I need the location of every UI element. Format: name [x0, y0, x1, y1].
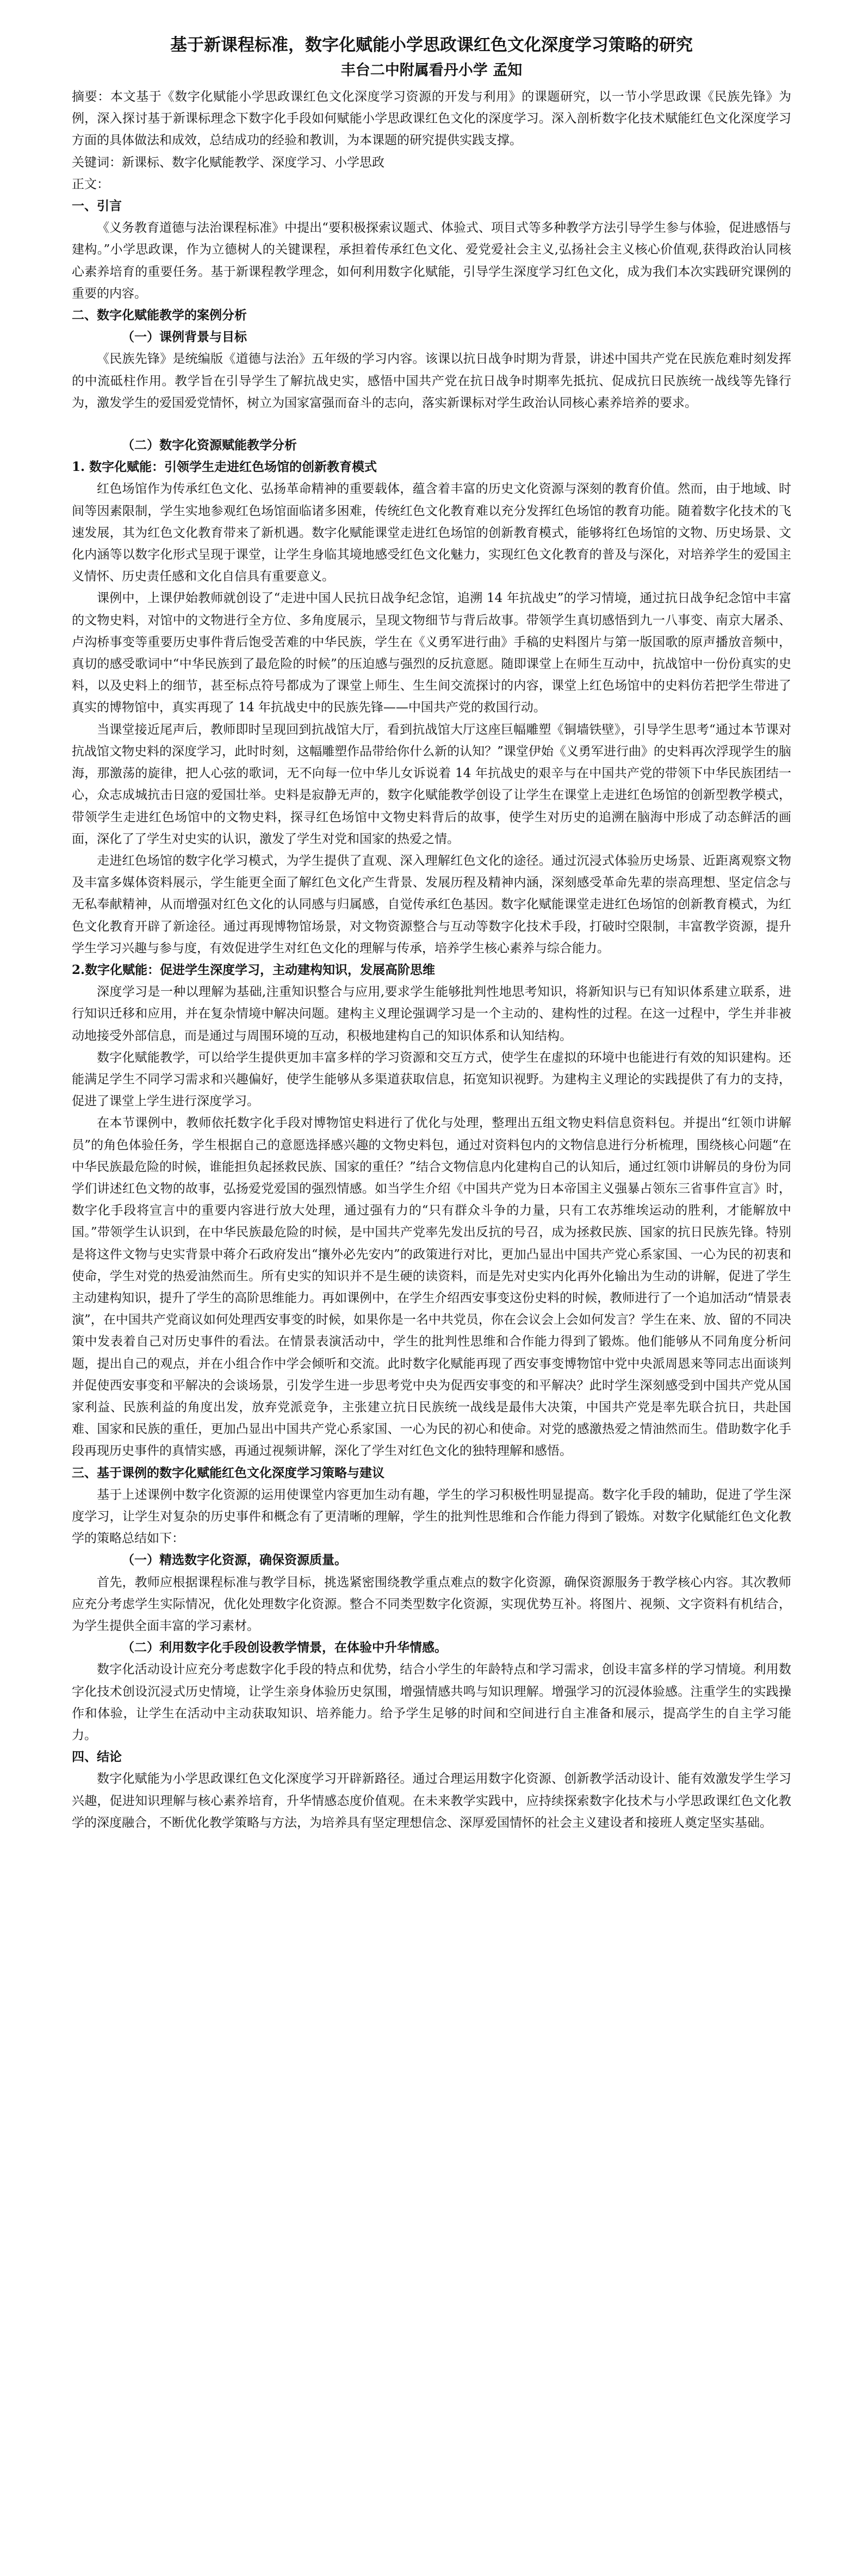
body-paragraph: 首先，教师应根据课程标准与教学目标，挑选紧密围绕教学重点难点的数字化资源，确保资源服务于教学核心内容。其次教师应充分考虑学生实际情况，优化处理数字化资源。整合不同类型数字化资源，实现优势互补。将图片、视频、文字资料有机结合，为学生提供全面丰富的学习素材。: [72, 1575, 791, 1634]
section-heading: 一、引言: [72, 198, 122, 214]
subsection-heading: （二）利用数字化手段创设教学情景，在体验中升华情感。: [122, 1640, 447, 1655]
body-paragraph: 走进红色场馆的数字化学习模式，为学生提供了直观、深入理解红色文化的途径。通过沉浸式体验历史场景、近距离观察文物及丰富多媒体资料展示，学生能更全面了解红色文化产生背景、发展历程及精神内涵，深刻感受革命先辈的崇高理想、坚定信念与无私奉献精神，从而增强对红色文化的认同感与归属感，自觉传承红色基因。数字化赋能课堂走进红色场馆的创新教育模式，为红色文化教育开辟了新途径。通过再现博物馆场景，对文物资源整合与互动等数字化技术手段，打破时空限制，丰富教学资源，提升学生学习兴趣与参与度，有效促进学生对红色文化的理解与传承，培养学生核心素养与综合能力。: [72, 853, 791, 955]
body-paragraph: 数字化活动设计应充分考虑数字化手段的特点和优势，结合小学生的年龄特点和学习需求，创设丰富多样的学习情境。利用数字化技术创设沉浸式历史情境，让学生亲身体验历史氛围，增强情感共鸣与知识理解。增强学习的沉浸体验感。注重学生的实践操作和体验，让学生在活动中主动获取知识、培养能力。给予学生足够的时间和空间进行自主准备和展示，提高学生的自主学习能力。: [72, 1662, 791, 1743]
spacer: [72, 414, 791, 434]
body-paragraph: 红色场馆作为传承红色文化、弘扬革命精神的重要载体，蕴含着丰富的历史文化资源与深刻的教育价值。然而，由于地域、时间等因素限制，学生实地参观红色场馆面临诸多困难，传统红色文化教育难以充分发挥红色场馆的教育功能。随着数字化技术的飞速发展，其为红色文化教育带来了新机遇。数字化赋能课堂走进红色场馆的创新教育模式，能够将红色场馆的文物、历史场景、文化内涵等以数字化形式呈现于课堂，让学生身临其境地感受红色文化魅力，实现红色文化教育的普及与深化，对培养学生的爱国主义情怀、历史责任感和文化自信具有重要意义。: [72, 482, 791, 584]
keywords: 关键词：新课标、数字化赋能教学、深度学习、小学思政: [72, 155, 384, 170]
subsubsection-heading: 2.数字化赋能：促进学生深度学习，主动建构知识，发展高阶思维: [72, 962, 436, 977]
body-paragraph: 在本节课例中，教师依托数字化手段对博物馆史料进行了优化与处理，整理出五组文物史料信息资料包。并提出“红领巾讲解员”的角色体验任务，学生根据自己的意愿选择感兴趣的文物史料包，通过对资料包内的文物信息进行分析梳理，围绕核心问题“在中华民族最危险的时候，谁能担负起拯救民族、国家的重任？”结合文物信息内化建构自己的认知后，通过红领巾讲解员的身份为同学们讲述红色文物的故事，弘扬爱党爱国的强烈情感。如当学生介绍《中国共产党为日本帝国主义强暴占领东三省事件宣言》时，数字化手段将宣言中的重要内容进行放大处理，通过强有力的“只有群众斗争的力量，只有工农苏维埃运动的胜利，才能解放中国。”带领学生认识到，在中华民族最危险的时候，是中国共产党率先发出反抗的号召，成为拯救民族、国家的抗日民族先锋。特别是将这件文物与史实背景中蒋介石政府发出“攘外必先安内”的政策进行对比，更加凸显出中国共产党心系家国、一心为民的初衷和使命，学生对党的热爱油然而生。所有史实的知识并不是生硬的读资料，而是先对史实内化再外化输出为生动的讲解，促进了学生主动建构知识，提升了学生的高阶思维能力。再如课例中，在学生介绍西安事变这份史料的时候，教师进行了一个追加活动“情景表演”，在中国共产党商议如何处理西安事变的时候，如果你是一名中共党员，你在会议会上会如何发言？学生在来、放、留的不同决策中发表着自己对历史事件的看法。在情景表演活动中，学生的批判性思维和合作能力得到了锻炼。他们能够从不同角度分析问题，提出自己的观点，并在小组合作中学会倾听和交流。此时数字化赋能再现了西安事变博物馆中党中央派周恩来等同志出面谈判并促使西安事变和平解决的会谈场景，引发学生进一步思考党中央为促西安事变的和平解决？此时学生深刻感受到中国共产党从国家利益、民族利益的角度出发，放弃党派竞争，主张建立抗日民族统一战线是最伟大决策，中国共产党是率先联合抗日，共赴国难、国家和民族的重任，更加凸显出中国共产党心系家国、一心为民的初心和使命。对党的感激热爱之情油然而生。借助数字化手段再现历史事件的真情实感，再通过视频讲解，深化了学生对红色文化的独特理解和感悟。: [72, 1116, 791, 1458]
abstract: 摘要：本文基于《数字化赋能小学思政课红色文化深度学习资源的开发与利用》的课题研究，以一节小学思政课《民族先锋》为例，深入探讨基于新课标理念下数字化手段如何赋能小学思政课红色文化的深度学习。深入剖析数字化技术赋能红色文化深度学习方面的具体做法和成效，总结成功的经验和教训，为本课题的研究提供实践支撑。: [72, 90, 791, 148]
subsection-heading: （一）精选数字化资源，确保资源质量。: [122, 1553, 347, 1568]
paper-title: 基于新课程标准，数字化赋能小学思政课红色文化深度学习策略的研究: [170, 35, 693, 55]
body-paragraph: 深度学习是一种以理解为基础,注重知识整合与应用,要求学生能够批判性地思考知识，将新知识与已有知识体系建立联系，进行知识迁移和应用，并在复杂情境中解决问题。建构主义理论强调学习是一个主动的、建构性的过程。在这一过程中，学生并非被动地接受外部信息，而是通过与周围环境的互动，积极地建构自己的知识体系和认知结构。: [72, 985, 791, 1043]
paper-body: [72, 195, 791, 1834]
body-paragraph: 课例中，上课伊始教师就创设了“走进中国人民抗日战争纪念馆，追溯 14 年抗战史”的学习情境，通过抗日战争纪念馆中丰富的文物史料，对馆中的文物进行全方位、多角度展示，呈现文物细节与背后故事。带领学生真切感悟到九一八事变、南京大屠杀、卢沟桥事变等重要历史事件背后饱受苦难的中华民族，学生在《义勇军进行曲》手稿的史料图片与第一版国歌的原声播放音频中，真切的感受歌词中“中华民族到了最危险的时候”的压迫感与强烈的反抗意愿。随即课堂上在师生互动中，抗战馆中一份份真实的史料，以及史料上的细节，甚至标点符号都成为了课堂上师生、生生间交流探讨的内容，课堂上红色场馆中的史料仿若把学生带进了真实的博物馆中，真实再现了 14 年抗战史中的民族先锋——中国共产党的救国行动。: [72, 591, 791, 715]
body-paragraph: 《义务教育道德与法治课程标准》中提出“要积极探索议题式、体验式、项目式等多种教学方法引导学生参与体验，促进感悟与建构。”小学思政课，作为立德树人的关键课程，承担着传承红色文化、爱党爱社会主义,弘扬社会主义核心价值观,获得政治认同核心素养培育的重要任务。基于新课程教学理念，如何利用数字化赋能，引导学生深度学习红色文化，成为我们本次实践研究课例的重要的内容。: [72, 221, 791, 301]
section-heading: 三、基于课例的数字化赋能红色文化深度学习策略与建议: [72, 1465, 384, 1480]
body-paragraph: 《民族先锋》是统编版《道德与法治》五年级的学习内容。该课以抗日战争时期为背景，讲述中国共产党在民族危难时刻发挥的中流砥柱作用。教学旨在引导学生了解抗战史实，感悟中国共产党在抗日战争时期率先抵抗、促成抗日民族统一战线等先锋行为，激发学生的爱国爱党情怀，树立为国家富强而奋斗的志向，落实新课标对学生政治认同核心素养培养的要求。: [72, 352, 791, 410]
body-label: 正文：: [72, 177, 109, 191]
section-heading: 二、数字化赋能教学的案例分析: [72, 308, 247, 323]
body-paragraph: 数字化赋能为小学思政课红色文化深度学习开辟新路径。通过合理运用数字化资源、创新教学活动设计、能有效激发学生学习兴趣，促进知识理解与核心素养培育，升华情感态度价值观。在未来教学实践中，应持续探索数字化技术与小学思政课红色文化教学的深度融合，不断优化教学策略与方法，为培养具有坚定理想信念、深厚爱国情怀的社会主义建设者和接班人奠定坚实基础。: [72, 1772, 791, 1830]
paper-author: 丰台二中附属看丹小学 孟知: [340, 62, 523, 79]
section-heading: 四、结论: [72, 1749, 122, 1765]
subsection-heading: （一）课例背景与目标: [122, 330, 247, 345]
body-paragraph: 当课堂接近尾声后，教师即时呈现回到抗战馆大厅，看到抗战馆大厅这座巨幅雕塑《铜墙铁壁》，引导学生思考“通过本节课对抗战馆文物史料的深度学习，此时时刻，这幅雕塑作品带给你什么新的认知？”课堂伊始《义勇军进行曲》的史料再次浮现学生的脑海，那激荡的旋律，把人心弦的歌词，无不向每一位中华儿女诉说着 14 年抗战史的艰辛与在中国共产党的带领下中华民族团结一心，众志成城抗击日寇的爱国壮举。史料是寂静无声的，数字化赋能教学创设了让学生在课堂上走进红色场馆的创新型教学模式，带领学生走进红色场馆中的文物史料，探寻红色场馆中文物史料背后的故事，使学生对历史的追溯在脑海中形成了动态鲜活的画面，深化了了学生对史实的认识，激发了学生对党和国家的热爱之情。: [72, 722, 791, 846]
subsection-heading: （二）数字化资源赋能教学分析: [122, 438, 297, 453]
subsubsection-heading: 1. 数字化赋能：引领学生走进红色场馆的创新教育模式: [72, 460, 377, 475]
body-paragraph: 基于上述课例中数字化资源的运用使课堂内容更加生动有趣，学生的学习积极性明显提高。数字化手段的辅助，促进了学生深度学习，让学生对复杂的历史事件和概念有了更清晰的理解，学生的批判性思维和合作能力得到了锻炼。对数字化赋能红色文化教学的策略总结如下：: [72, 1487, 791, 1546]
body-paragraph: 数字化赋能教学，可以给学生提供更加丰富多样的学习资源和交互方式，使学生在虚拟的环境中也能进行有效的知识建构。还能满足学生不同学习需求和兴趣偏好，使学生能够从多渠道获取信息，拓宽知识视野。为建构主义理论的实践提供了有力的支持，促进了课堂上学生进行深度学习。: [72, 1050, 791, 1109]
